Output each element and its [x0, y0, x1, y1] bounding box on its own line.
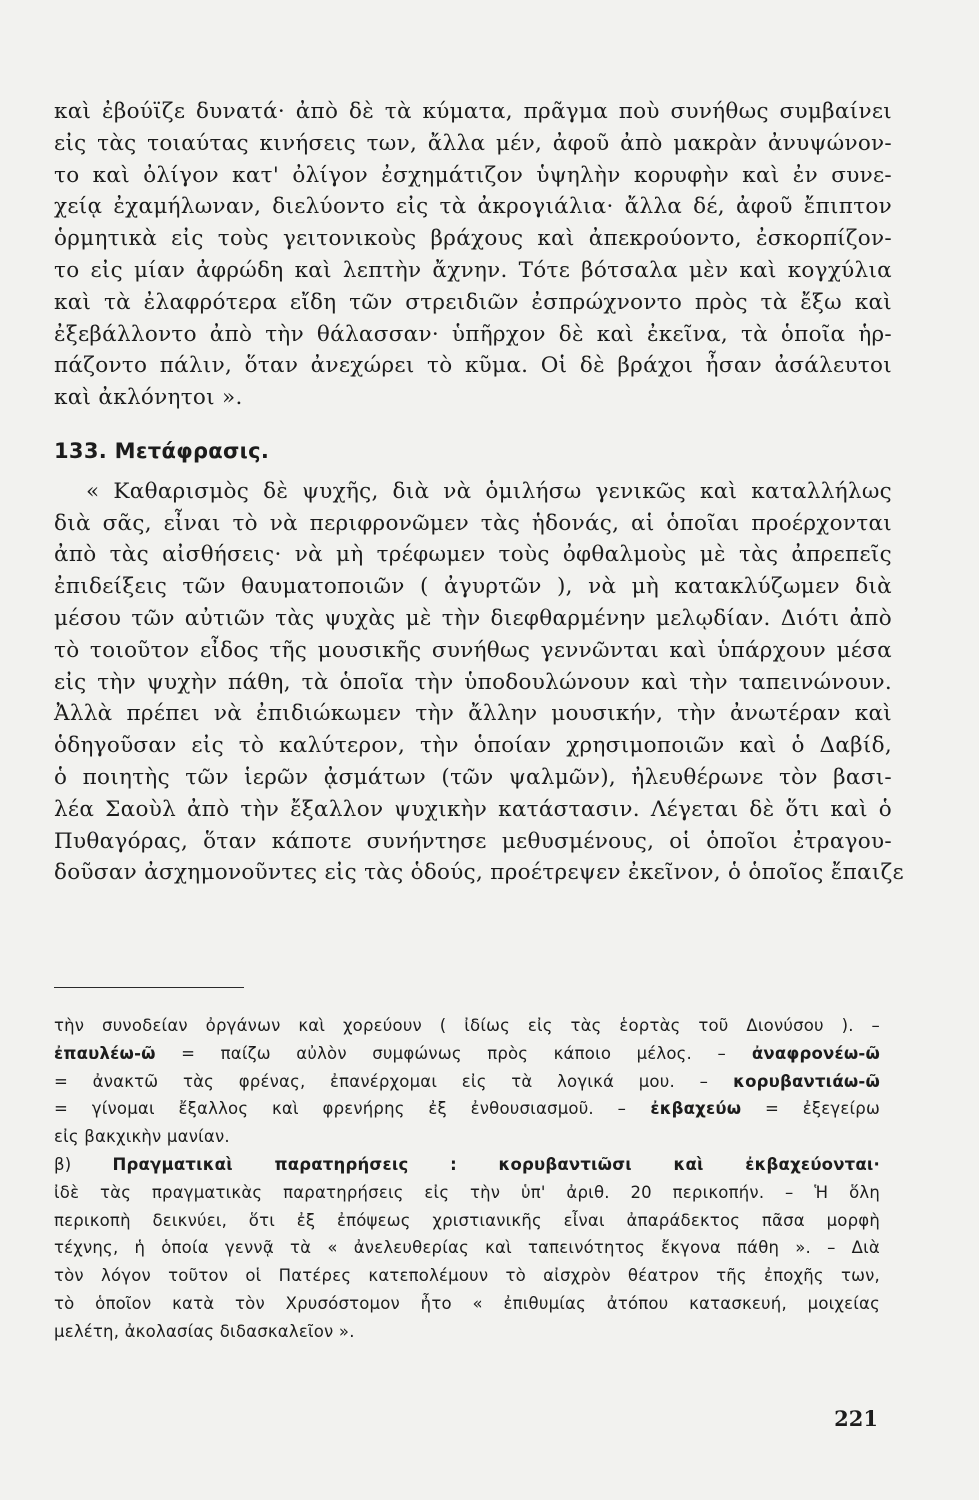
text-line: τὸ τοιοῦτον εἶδος τῆς μουσικῆς συνήθως γεννῶνται καὶ ὑπάρχουν μέσα [54, 637, 892, 663]
footnote-line: μελέτη, ἀκολασίας διδασκαλεῖον ». [54, 1321, 355, 1341]
text-line: Ἀλλὰ πρέπει νὰ ἐπιδιώκωμεν τὴν ἄλλην μουσικήν, τὴν ἀνωτέραν καὶ [54, 701, 892, 727]
text-line: καὶ ἐβούϊζε δυνατά· ἀπὸ δὲ τὰ κύματα, πρᾶγμα ποὺ συνήθως συμβαίνει [54, 99, 892, 124]
text-line: το καὶ ὀλίγον κατ' ὀλίγον ἐσχημάτιζον ὑψηλὴν κορυφὴν καὶ ἐν συνε- [54, 162, 892, 188]
text-line: « Καθαρισμὸς δὲ ψυχῆς, διὰ νὰ ὁμιλήσω γενικῶς καὶ καταλλήλως [86, 478, 892, 504]
footnote-divider [54, 987, 244, 988]
text-line: πάζοντο πάλιν, ὅταν ἀνεχώρει τὸ κῦμα. Οἱ δὲ βράχοι ἦσαν ἀσάλευτοι [54, 353, 892, 379]
footnote-text: = γίνομαι ἔξαλλος καὶ φρενήρης ἐξ ἐνθουσιασμοῦ. – [54, 1099, 627, 1119]
text-line: καὶ ἀκλόνητοι ». [54, 385, 243, 411]
footnote-text: = ἀνακτῶ τὰς φρένας, ἐπανέρχομαι εἰς τὰ λογικά μου. – [54, 1071, 709, 1091]
text-line: μέσου τῶν αὐτιῶν τὰς ψυχὰς μὲ τὴν διεφθαρμένην μελῳδίαν. Διότι ἀπὸ [54, 605, 892, 631]
text-line: χείᾳ ἐχαμήλωναν, διελύοντο εἰς τὰ ἀκρογιάλια· ἄλλα δέ, ἀφοῦ ἔπιπτον [54, 194, 892, 220]
text-line: ἐπιδείξεις τῶν θαυματοποιῶν ( ἀγυρτῶν ), νὰ μὴ κατακλύζωμεν διὰ [54, 574, 892, 600]
footnote-line: ἰδὲ τὰς πραγματικὰς παρατηρήσεις εἰς τὴν ὑπ' ἀριθ. 20 περικοπήν. – Ἡ ὅλη [54, 1182, 880, 1202]
text-line: διὰ σᾶς, εἶναι τὸ νὰ περιφρονῶμεν τὰς ἡδονάς, αἱ ὁποῖαι προέρχονται [54, 510, 892, 536]
text-line: το εἰς μίαν ἀφρώδη καὶ λεπτὴν ἄχνην. Τότε βότσαλα μὲν καὶ κογχύλια [54, 257, 892, 283]
footnote-text: = ἐξεγείρω [741, 1099, 880, 1119]
footnote-text: β) [54, 1154, 113, 1174]
text-line: ὁδηγοῦσαν εἰς τὸ καλύτερον, τὴν ὁποίαν χρησιμοποιῶν καὶ ὁ Δαβίδ, [54, 733, 892, 759]
section-heading: 133. Μετάφρασις. [54, 438, 270, 463]
footnote-line: τὸ ὁποῖον κατὰ τὸν Χρυσόστομον ἦτο « ἐπιθυμίας ἀτόπου κατασκευή, μοιχείας [54, 1293, 880, 1313]
footnote-line: τέχνης, ἡ ὁποία γεννᾷ τὰ « ἀνελευθερίας καὶ ταπεινότητος ἔκγονα πάθη ». – Διὰ [54, 1238, 880, 1258]
text-line: δοῦσαν ἀσχημονοῦντες εἰς τὰς ὁδούς, προέτρεψεν ἐκεῖνον, ὁ ὁποῖος ἔπαιζε [54, 860, 904, 886]
footnote-line: εἰς βακχικὴν μανίαν. [54, 1127, 230, 1147]
text-line: λέα Σαοὺλ ἀπὸ τὴν ἔξαλλον ψυχικὴν κατάστασιν. Λέγεται δὲ ὅτι καὶ ὁ [54, 796, 892, 822]
text-line: εἰς τὰς τοιαύτας κινήσεις των, ἄλλα μέν, ἀφοῦ ἀπὸ μακρὰν ἀνυψώνον- [54, 130, 892, 156]
footnote-line [54, 1068, 880, 1096]
footnote-line [54, 1040, 880, 1068]
footnote-line [54, 1151, 880, 1179]
footnote-subheading: Πραγματικαὶ παρατηρήσεις : κορυβαντιῶσι καὶ ἐκβαχεύονται· [112, 1154, 881, 1174]
footnote-line: τὴν συνοδείαν ὀργάνων καὶ χορεύουν ( ἰδίως εἰς τὰς ἑορτὰς τοῦ Διονύσου ). – [54, 1016, 880, 1035]
text-line: ἀπὸ τὰς αἰσθήσεις· νὰ μὴ τρέφωμεν τοὺς ὀφθαλμοὺς μὲ τὰς ἀπρεπεῖς [54, 542, 892, 568]
page-number: 221 [834, 1406, 878, 1431]
text-line: εἰς τὴν ψυχὴν πάθη, τὰ ὁποῖα τὴν ὑποδουλώνουν καὶ τὴν ταπεινώνουν. [54, 669, 892, 695]
footnote-term: ἐκβαχεύω [626, 1099, 742, 1119]
text-line: ὁ ποιητὴς τῶν ἱερῶν ᾀσμάτων (τῶν ψαλμῶν), ἠλευθέρωνε τὸν βασι- [54, 764, 892, 790]
footnote-line: τὸν λόγον τοῦτον οἱ Πατέρες κατεπολέμουν τὸ αἰσχρὸν θέατρον τῆς ἐποχῆς των, [54, 1266, 880, 1286]
footnote-line [54, 1095, 880, 1123]
main-text [54, 96, 904, 889]
footnote-term: ἐπαυλέω-ῶ [54, 1043, 156, 1063]
text-line: ὁρμητικὰ εἰς τοὺς γειτονικοὺς βράχους καὶ ἀπεκρούοντο, ἐσκορπίζον- [54, 226, 892, 252]
text-line: καὶ τὰ ἐλαφρότερα εἴδη τῶν στρειδιῶν ἐσπρώχνοντο πρὸς τὰ ἔξω καὶ [54, 289, 892, 315]
footnote-line: περικοπὴ δεικνύει, ὅτι ἐξ ἐπόψεως χριστιανικῆς εἶναι ἀπαράδεκτος πᾶσα μορφὴ [54, 1210, 880, 1230]
footnote-text: = παίζω αὐλὸν συμφώνως πρὸς κάποιο μέλος. – [155, 1043, 726, 1063]
footnote-term: ἀναφρονέω-ῶ [725, 1043, 880, 1063]
footnotes [54, 1012, 880, 1346]
footnote-term: κορυβαντιάω-ῶ [708, 1071, 880, 1091]
text-line: ἐξεβάλλοντο ἀπὸ τὴν θάλασσαν· ὑπῆρχον δὲ καὶ ἐκεῖνα, τὰ ὁποῖα ἡρ- [54, 321, 892, 347]
text-line: Πυθαγόρας, ὅταν κάποτε συνήντησε μεθυσμένους, οἱ ὁποῖοι ἐτραγου- [54, 828, 892, 854]
